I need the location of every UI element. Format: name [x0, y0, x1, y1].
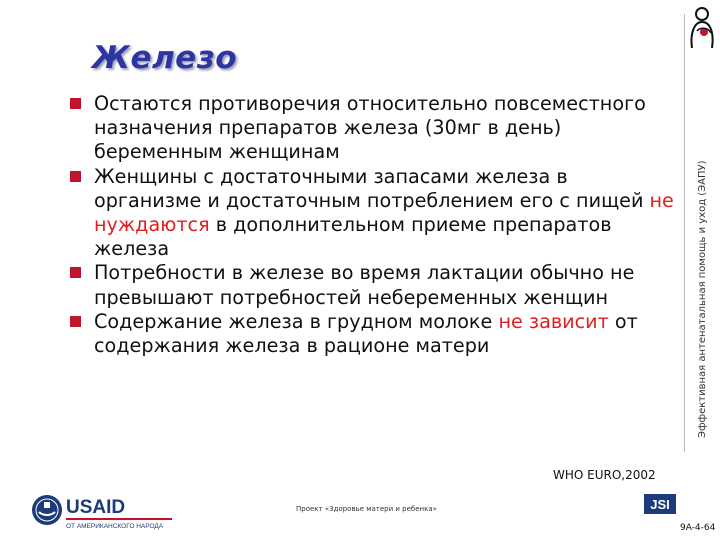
bullet-item [68, 92, 676, 165]
source-citation: WHO EURO,2002 [553, 468, 656, 482]
side-label: Эффективная антенатальная помощь и уход (ЭАПУ) [697, 160, 708, 438]
jsi-logo [644, 494, 676, 514]
page-code: 9A-4-64 [680, 523, 716, 533]
svg-text:JSI: JSI [650, 497, 670, 512]
slide-title: Железо [92, 40, 238, 76]
bullet-text: в дополнительном приеме препаратов железа [94, 213, 612, 261]
svg-text:ОТ АМЕРИКАНСКОГО НАРОДА: ОТ АМЕРИКАНСКОГО НАРОДА [66, 523, 164, 530]
bullet-item [68, 165, 676, 262]
bullet-text: Содержание железа в грудном молоке [94, 309, 499, 333]
square-bullet-icon [70, 316, 81, 327]
usaid-logo [30, 488, 180, 532]
highlighted-text: не нуждаются [94, 188, 674, 237]
highlighted-text: не зависит [498, 309, 609, 333]
square-bullet-icon [70, 267, 81, 278]
bullet-text: от содержания железа в рационе матери [94, 309, 638, 358]
square-bullet-icon [70, 171, 81, 182]
bullet-item [68, 261, 676, 309]
vertical-divider [684, 14, 685, 452]
bullet-text: Потребности в железе во время лактации обычно не превышают потребностей небеременных женщин [94, 261, 635, 309]
svg-text:USAID: USAID [66, 497, 126, 518]
bullet-item [68, 310, 676, 358]
mother-child-logo-icon [684, 4, 718, 48]
bullet-list [68, 92, 676, 358]
project-name: Проект «Здоровье матери и ребенка» [296, 505, 437, 513]
square-bullet-icon [70, 98, 81, 109]
bullet-text: Женщины с достаточными запасами железа в организме и достаточным потреблением его с пищей [94, 164, 650, 212]
bullet-text: Остаются противоречия относительно повсеместного назначения препаратов железа (30мг в день) беременным женщинам [94, 92, 646, 164]
